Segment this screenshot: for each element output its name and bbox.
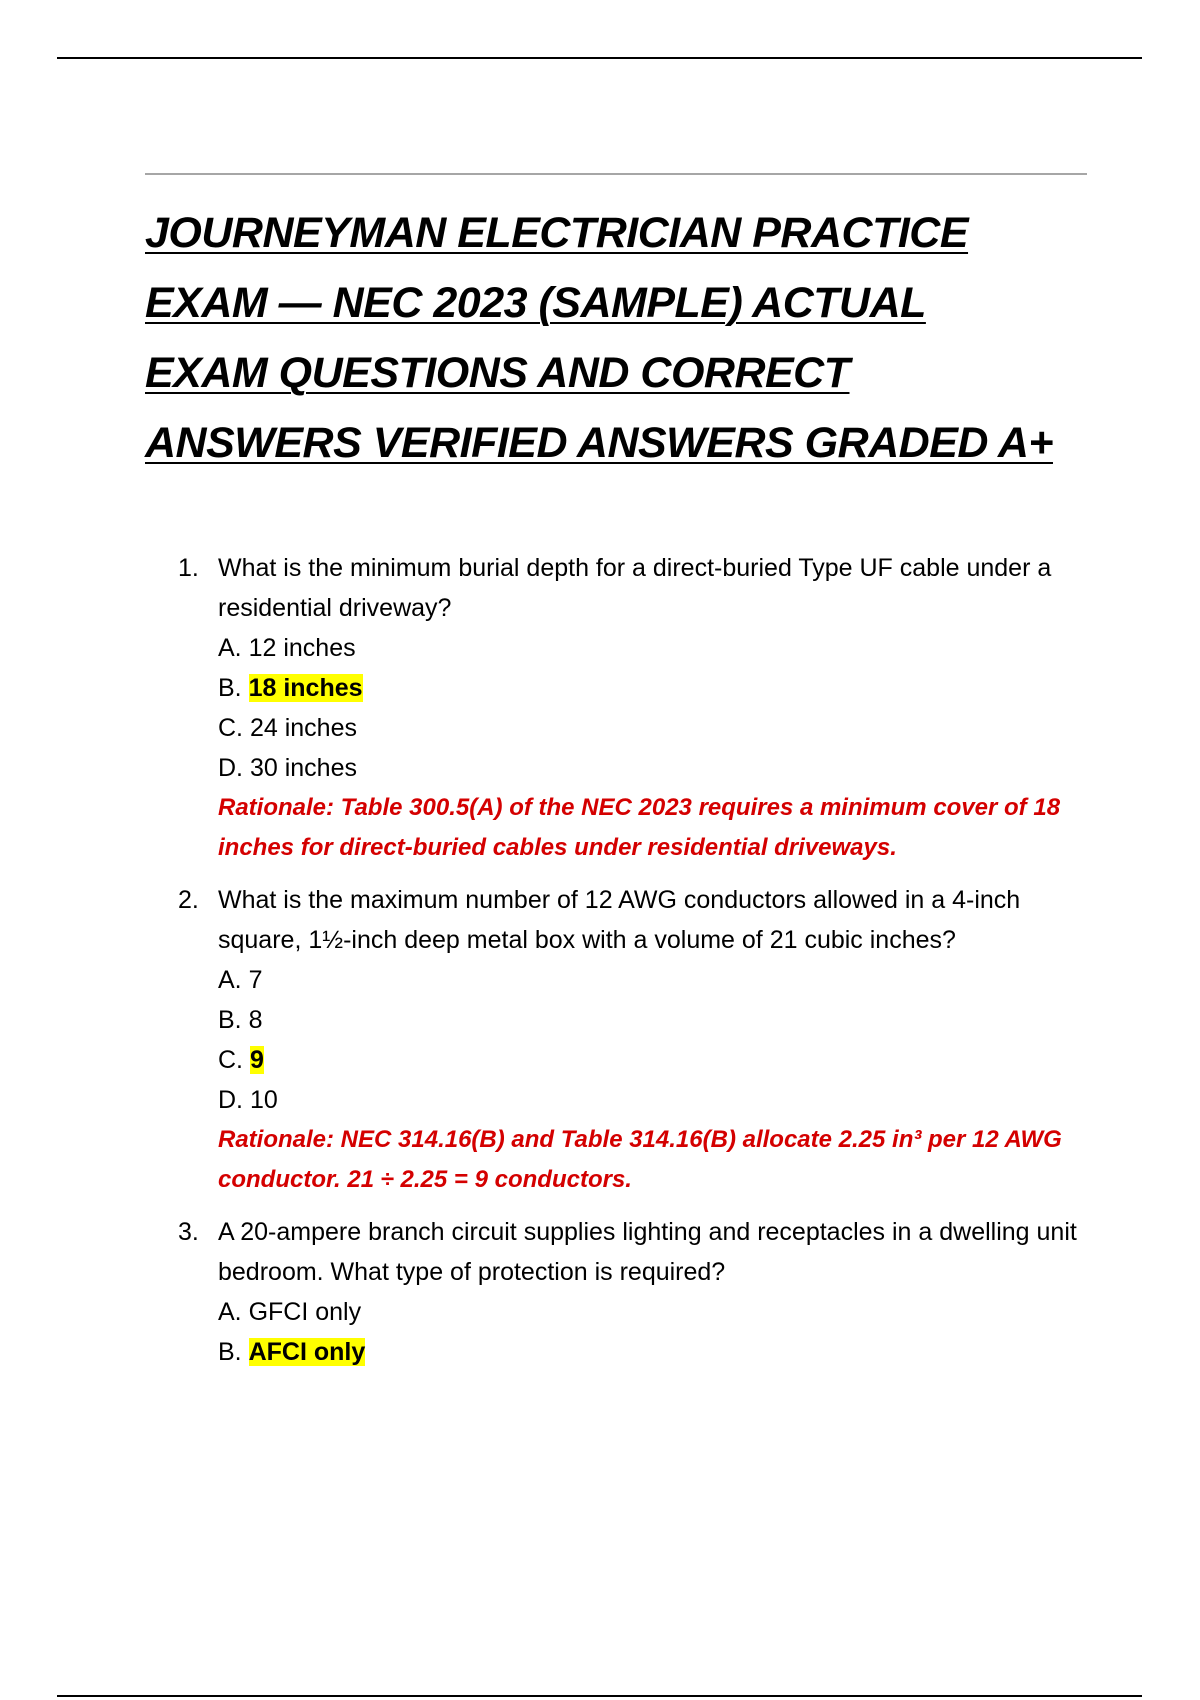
question-list [178,548,1098,1384]
page-top-rule [57,57,1142,59]
answer-option [218,960,1098,1000]
answer-options [218,960,1098,1120]
question-text: What is the minimum burial depth for a direct-buried Type UF cable under a residential driveway? [218,554,1052,622]
question-item [178,548,1098,868]
option-letter: A. [218,634,242,662]
option-letter: D. [218,1086,243,1114]
option-text: GFCI only [248,1298,362,1326]
rationale-text: Rationale: NEC 314.16(B) and Table 314.16(B) allocate 2.25 in³ per 12 AWG conductor. 21 ÷ 2.25 = 9 conductors. [218,1126,1062,1193]
question-number: 2. [178,886,199,914]
option-text: 7 [248,966,263,994]
question-number: 3. [178,1218,199,1246]
answer-option [218,708,1098,748]
title-line [145,198,1105,268]
title-line [145,268,1105,338]
answer-option [218,1292,1098,1332]
option-text: 12 inches [248,634,356,662]
option-letter: D. [218,754,243,782]
answer-option [218,748,1098,788]
option-letter: B. [218,1006,242,1034]
question-item [178,880,1098,1200]
option-letter: A. [218,1298,242,1326]
page-bottom-rule [57,1695,1142,1697]
option-letter: C. [218,714,243,742]
option-letter: B. [218,1338,242,1366]
title-line [145,338,1105,408]
title-separator-rule [145,173,1087,175]
option-text: 24 inches [249,714,357,742]
rationale-text: Rationale: Table 300.5(A) of the NEC 2023 requires a minimum cover of 18 inches for direct-buried cables under residential driveways. [218,794,1061,861]
answer-options [218,628,1098,788]
answer-option [218,628,1098,668]
correct-answer-highlight: 9 [249,1046,264,1074]
option-letter: B. [218,674,242,702]
answer-option-correct [218,1040,1098,1080]
correct-answer-highlight: AFCI only [248,1338,366,1366]
title-line-text: JOURNEYMAN ELECTRICIAN PRACTICE [145,209,969,257]
title-line [145,408,1105,478]
answer-option-correct [218,1332,1098,1372]
answer-options [218,1292,1098,1372]
question-text: A 20-ampere branch circuit supplies lighting and receptacles in a dwelling unit bedroom. What type of protection is required? [218,1218,1077,1286]
correct-answer-highlight: 18 inches [248,674,363,702]
question-item [178,1212,1098,1372]
answer-option [218,1000,1098,1040]
title-line-text: EXAM — NEC 2023 (SAMPLE) ACTUAL [145,279,926,327]
option-letter: A. [218,966,242,994]
answer-option [218,1080,1098,1120]
question-number: 1. [178,554,199,582]
document-title [145,198,1105,478]
question-text: What is the maximum number of 12 AWG conductors allowed in a 4-inch square, 1½-inch deep metal box with a volume of 21 cubic inches? [218,886,1021,954]
title-line-text: EXAM QUESTIONS AND CORRECT [145,349,850,397]
answer-option-correct [218,668,1098,708]
option-text: 8 [248,1006,263,1034]
title-line-text: ANSWERS VERIFIED ANSWERS GRADED A+ [145,419,1053,467]
option-text: 30 inches [249,754,357,782]
option-text: 10 [249,1086,278,1114]
option-letter: C. [218,1046,243,1074]
